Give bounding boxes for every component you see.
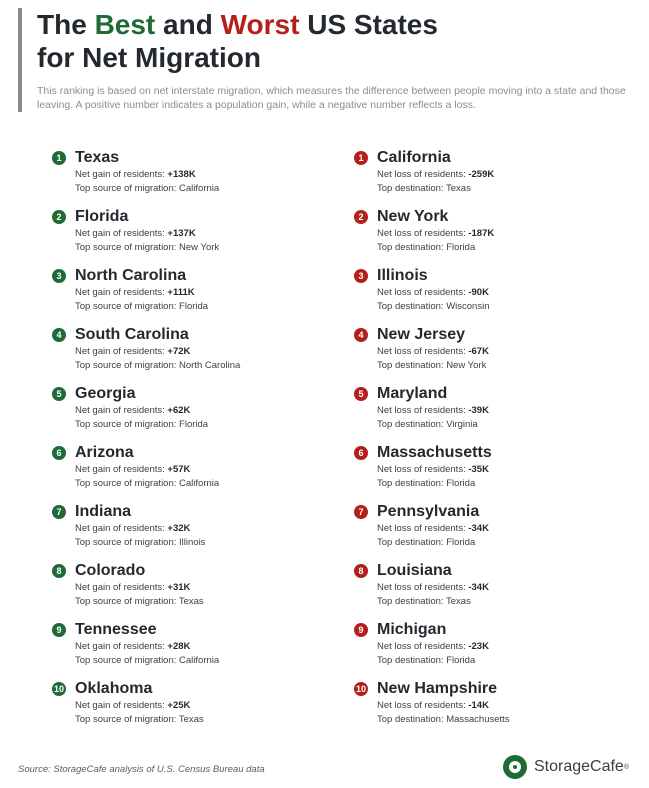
value-label: Net loss of residents: — [377, 346, 466, 357]
rank-badge: 9 — [52, 623, 66, 637]
best-state-entry — [52, 620, 322, 679]
migration-value: +57K — [167, 464, 191, 475]
best-state-entry — [52, 207, 322, 266]
rank-badge: 1 — [354, 151, 368, 165]
migration-value-line — [377, 168, 624, 182]
best-state-entry — [52, 266, 322, 325]
rank-badge: 10 — [53, 684, 64, 694]
logo-text: StorageCafe — [533, 758, 624, 775]
migration-place-line — [377, 713, 624, 727]
place-label: Top destination: — [377, 360, 444, 371]
migration-value: +137K — [167, 228, 196, 239]
migration-value: +72K — [167, 346, 191, 357]
migration-place-line — [377, 536, 624, 550]
value-label: Net gain of residents: — [75, 287, 165, 298]
migration-place: New York — [179, 242, 220, 253]
state-name: Colorado — [75, 562, 146, 579]
state-name: Illinois — [377, 267, 428, 284]
value-label: Net loss of residents: — [377, 523, 466, 534]
state-name: Indiana — [75, 503, 132, 520]
migration-value-line — [75, 699, 322, 713]
migration-place-line — [377, 595, 624, 609]
value-label: Net loss of residents: — [377, 582, 466, 593]
value-label: Net loss of residents: — [377, 464, 466, 475]
best-state-entry — [52, 384, 322, 443]
place-label: Top destination: — [377, 537, 444, 548]
migration-place-line — [377, 477, 624, 491]
migration-place: Florida — [446, 478, 476, 489]
value-label: Net loss of residents: — [377, 641, 466, 652]
place-label: Top destination: — [377, 478, 444, 489]
migration-place: Virginia — [446, 419, 478, 430]
place-label: Top source of migration: — [75, 419, 177, 430]
value-label: Net loss of residents: — [377, 287, 466, 298]
rank-badge: 2 — [354, 210, 368, 224]
migration-place: Florida — [446, 242, 476, 253]
state-name: Tennessee — [75, 621, 157, 638]
place-label: Top destination: — [377, 714, 444, 725]
migration-place: Florida — [179, 419, 209, 430]
storagecafe-logo-icon — [503, 755, 527, 779]
rank-badge: 2 — [52, 210, 66, 224]
migration-value: -34K — [468, 582, 489, 593]
migration-value: +32K — [167, 523, 191, 534]
worst-state-entry — [354, 620, 624, 679]
place-label: Top source of migration: — [75, 301, 177, 312]
state-name: Texas — [75, 149, 120, 166]
migration-place: New York — [446, 360, 487, 371]
migration-value: -90K — [468, 287, 489, 298]
rank-badge: 6 — [52, 446, 66, 460]
worst-state-entry — [354, 266, 624, 325]
rank-badge: 6 — [354, 446, 368, 460]
page-title — [37, 8, 649, 74]
migration-place-line — [75, 654, 322, 668]
best-state-entry — [52, 679, 322, 738]
value-label: Net gain of residents: — [75, 169, 165, 180]
migration-value: +28K — [167, 641, 191, 652]
state-name: Michigan — [377, 621, 447, 638]
best-state-entry — [52, 148, 322, 207]
migration-value-line — [75, 286, 322, 300]
migration-value: +25K — [167, 700, 191, 711]
migration-place: California — [179, 183, 220, 194]
state-name: New York — [377, 208, 449, 225]
migration-place-line — [75, 713, 322, 727]
worst-state-entry — [354, 384, 624, 443]
rank-badge: 5 — [354, 387, 368, 401]
migration-place: California — [179, 655, 220, 666]
value-label: Net loss of residents: — [377, 405, 466, 416]
value-label: Net gain of residents: — [75, 405, 165, 416]
value-label: Net gain of residents: — [75, 346, 165, 357]
place-label: Top source of migration: — [75, 478, 177, 489]
migration-value-line — [377, 640, 624, 654]
migration-place-line — [75, 418, 322, 432]
place-label: Top destination: — [377, 183, 444, 194]
worst-states-list — [354, 148, 624, 738]
rank-badge: 3 — [354, 269, 368, 283]
migration-place: California — [179, 478, 220, 489]
migration-value-line — [377, 345, 624, 359]
place-label: Top destination: — [377, 419, 444, 430]
state-name: Pennsylvania — [377, 503, 480, 520]
migration-value: +111K — [167, 287, 195, 298]
migration-place-line — [377, 182, 624, 196]
title-line2: for Net Migration — [37, 42, 261, 73]
migration-value-line — [75, 522, 322, 536]
migration-value: -35K — [468, 464, 489, 475]
page-subtitle: This ranking is based on net interstate migration, which measures the difference between people moving into a state and those leaving. A positive number indicates a population gain, while a negative number reflects a loss. — [37, 85, 626, 111]
worst-state-entry — [354, 502, 624, 561]
rank-badge: 5 — [52, 387, 66, 401]
title-worst: Worst — [220, 9, 300, 40]
migration-value-line — [377, 404, 624, 418]
migration-place-line — [377, 300, 624, 314]
migration-place: Texas — [178, 714, 204, 725]
place-label: Top source of migration: — [75, 242, 177, 253]
rank-badge: 3 — [52, 269, 66, 283]
place-label: Top source of migration: — [75, 183, 177, 194]
title-the: The — [37, 9, 87, 40]
migration-value: +138K — [167, 169, 196, 180]
migration-value-line — [75, 345, 322, 359]
migration-place: Texas — [446, 596, 471, 607]
state-name: New Hampshire — [377, 680, 498, 697]
migration-value-line — [75, 227, 322, 241]
migration-value-line — [377, 699, 624, 713]
state-name: South Carolina — [75, 326, 189, 343]
best-state-entry — [52, 561, 322, 620]
worst-state-entry — [354, 148, 624, 207]
state-name: North Carolina — [75, 267, 187, 284]
migration-place: Texas — [446, 183, 471, 194]
migration-value: -34K — [468, 523, 489, 534]
worst-state-entry — [354, 561, 624, 620]
rank-badge: 4 — [52, 328, 66, 342]
migration-value: -187K — [468, 228, 495, 239]
source-note: Source: StorageCafe analysis of U.S. Census Bureau data — [18, 764, 265, 775]
value-label: Net loss of residents: — [377, 700, 466, 711]
migration-value-line — [75, 463, 322, 477]
migration-place-line — [377, 654, 624, 668]
rank-badge: 1 — [52, 151, 66, 165]
migration-value-line — [75, 168, 322, 182]
place-label: Top source of migration: — [75, 537, 177, 548]
state-name: Maryland — [377, 385, 448, 402]
migration-place-line — [75, 359, 322, 373]
migration-place: Florida — [179, 301, 209, 312]
state-name: New Jersey — [377, 326, 466, 343]
rank-badge: 8 — [52, 564, 66, 578]
migration-place-line — [75, 477, 322, 491]
place-label: Top source of migration: — [75, 714, 177, 725]
migration-value: -39K — [468, 405, 489, 416]
rank-badge: 4 — [354, 328, 368, 342]
migration-place-line — [377, 241, 624, 255]
migration-place: Illinois — [179, 537, 206, 548]
place-label: Top destination: — [377, 655, 444, 666]
migration-value-line — [75, 640, 322, 654]
migration-place-line — [377, 359, 624, 373]
migration-place: Massachusetts — [446, 714, 510, 725]
storagecafe-logo — [503, 755, 629, 779]
state-name: Florida — [75, 208, 129, 225]
rank-badge: 8 — [354, 564, 368, 578]
migration-value-line — [377, 581, 624, 595]
place-label: Top source of migration: — [75, 596, 177, 607]
migration-value-line — [75, 581, 322, 595]
title-and: and — [163, 9, 213, 40]
rank-badge: 9 — [354, 623, 368, 637]
migration-place: Texas — [178, 596, 204, 607]
value-label: Net gain of residents: — [75, 228, 165, 239]
migration-value-line — [377, 522, 624, 536]
worst-state-entry — [354, 325, 624, 384]
worst-state-entry — [354, 443, 624, 502]
worst-state-entry — [354, 679, 624, 738]
migration-value-line — [377, 227, 624, 241]
migration-value-line — [377, 463, 624, 477]
place-label: Top destination: — [377, 301, 444, 312]
migration-place: Wisconsin — [446, 301, 490, 312]
value-label: Net gain of residents: — [75, 582, 165, 593]
migration-value-line — [75, 404, 322, 418]
value-label: Net gain of residents: — [75, 641, 165, 652]
best-state-entry — [52, 502, 322, 561]
migration-place-line — [75, 536, 322, 550]
value-label: Net gain of residents: — [75, 464, 165, 475]
migration-value: -14K — [468, 700, 489, 711]
migration-value: +31K — [167, 582, 191, 593]
migration-place: North Carolina — [179, 360, 241, 371]
migration-value-line — [377, 286, 624, 300]
value-label: Net gain of residents: — [75, 700, 165, 711]
best-state-entry — [52, 443, 322, 502]
migration-place: Florida — [446, 537, 476, 548]
state-name: California — [377, 149, 451, 166]
migration-value: -259K — [468, 169, 495, 180]
migration-place-line — [75, 241, 322, 255]
best-state-entry — [52, 325, 322, 384]
registered-mark: ® — [623, 763, 629, 771]
state-name: Georgia — [75, 385, 136, 402]
migration-value: +62K — [167, 405, 191, 416]
value-label: Net gain of residents: — [75, 523, 165, 534]
state-name: Oklahoma — [75, 680, 153, 697]
worst-state-entry — [354, 207, 624, 266]
title-rest: US States — [307, 9, 438, 40]
value-label: Net loss of residents: — [377, 169, 466, 180]
value-label: Net loss of residents: — [377, 228, 466, 239]
title-best: Best — [94, 9, 156, 40]
migration-place-line — [75, 300, 322, 314]
state-name: Massachusetts — [377, 444, 492, 461]
rank-badge: 7 — [354, 505, 368, 519]
migration-place-line — [75, 595, 322, 609]
place-label: Top destination: — [377, 242, 444, 253]
place-label: Top source of migration: — [75, 655, 177, 666]
header — [18, 8, 649, 112]
migration-value: -23K — [468, 641, 489, 652]
best-states-list — [52, 148, 322, 738]
rank-badge: 10 — [355, 684, 366, 694]
place-label: Top source of migration: — [75, 360, 177, 371]
migration-value: -67K — [468, 346, 489, 357]
state-name: Arizona — [75, 444, 134, 461]
state-name: Louisiana — [377, 562, 452, 579]
migration-place-line — [75, 182, 322, 196]
place-label: Top destination: — [377, 596, 444, 607]
migration-place-line — [377, 418, 624, 432]
migration-place: Florida — [446, 655, 476, 666]
rank-badge: 7 — [52, 505, 66, 519]
